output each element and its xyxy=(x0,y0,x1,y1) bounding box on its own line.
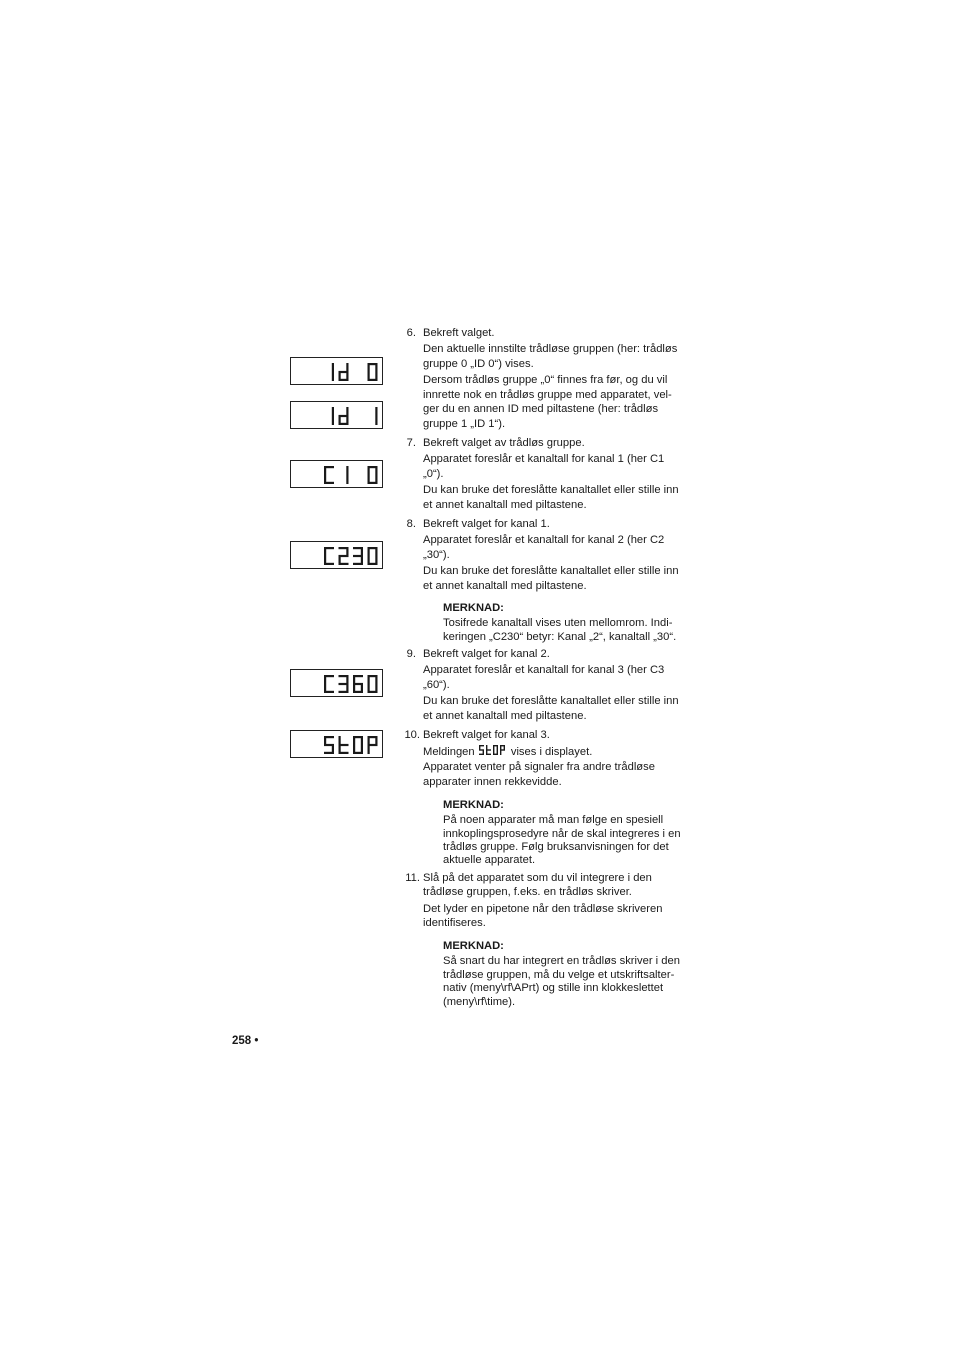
step-number: 7. xyxy=(406,437,416,449)
lcd-segment xyxy=(486,749,491,750)
lcd-display-stop xyxy=(290,730,383,758)
lcd-segment xyxy=(500,745,501,750)
lcd-segment xyxy=(339,416,341,425)
lcd-segment xyxy=(353,675,355,684)
lcd-segment xyxy=(353,555,363,557)
step-text: et annet kanaltall med piltastene. xyxy=(423,580,587,592)
lcd-segment xyxy=(324,475,326,484)
lcd-segment xyxy=(493,750,494,755)
lcd-segment xyxy=(500,750,501,755)
step-text: Apparatet foreslår et kanaltall for kanal 3 (her C3 xyxy=(423,664,665,676)
step-text: et annet kanaltall med piltastene. xyxy=(423,499,587,511)
lcd-segment xyxy=(368,675,370,684)
step-text: Apparatet foreslår et kanaltall for kanal 1 (her C1 xyxy=(423,453,665,465)
lcd-segment xyxy=(324,744,334,746)
lcd-segment xyxy=(339,415,349,417)
step-text: „0“). xyxy=(423,468,444,480)
lcd-segment xyxy=(324,752,334,754)
lcd-segment xyxy=(368,372,370,381)
step-text: et annet kanaltall med piltastene. xyxy=(423,710,587,722)
note-text: Tosifrede kanaltall vises uten mellomrom. Indi- xyxy=(443,617,673,629)
lcd-segment xyxy=(375,736,377,745)
lcd-segment xyxy=(339,745,341,754)
lcd-segment xyxy=(339,691,349,693)
lcd-segment xyxy=(375,466,377,475)
lcd-segment xyxy=(353,563,363,565)
lcd-segment xyxy=(324,684,326,693)
lcd-segment xyxy=(339,683,349,685)
lcd-segment xyxy=(339,556,341,565)
note-text: nativ (meny\rf\APrt) og stille inn klokkeslettet xyxy=(443,982,664,994)
lcd-svg xyxy=(291,461,384,489)
lcd-segment xyxy=(361,736,363,745)
lcd-segment xyxy=(324,547,326,556)
lcd-segment xyxy=(368,363,370,372)
step-number: 8. xyxy=(406,518,416,530)
lcd-svg xyxy=(291,731,384,759)
lcd-segment xyxy=(346,363,348,372)
lcd-segment xyxy=(375,363,377,372)
lcd-segment xyxy=(324,736,326,745)
step-text: gruppe 0 „ID 0“) vises. xyxy=(423,358,534,370)
note-heading: MERKNAD: xyxy=(443,799,504,811)
step-text: ger du en annen ID med piltastene (her: trådløs xyxy=(423,403,659,415)
lcd-segment xyxy=(339,736,341,745)
note-text: Så snart du har integrert en trådløs skriver i den xyxy=(443,955,680,967)
step-text: Apparatet foreslår et kanaltall for kanal 2 (her C2 xyxy=(423,534,665,546)
lcd-segment xyxy=(339,371,349,373)
note-text: trådløs gruppe. Følg bruksanvisningen for det xyxy=(443,841,669,853)
lcd-display-id1 xyxy=(290,401,383,429)
lcd-segment xyxy=(503,745,504,750)
lcd-segment xyxy=(324,675,326,684)
step-message-line xyxy=(423,744,592,760)
inline-stop-display xyxy=(478,744,508,757)
lcd-svg xyxy=(291,670,384,698)
step-text: Du kan bruke det foreslåtte kanaltallet eller stille inn xyxy=(423,565,679,577)
note-text: (meny\rf\time). xyxy=(443,996,516,1008)
lcd-segment xyxy=(375,407,377,425)
step-number: 6. xyxy=(406,327,416,339)
lcd-segment xyxy=(332,407,334,425)
lcd-segment xyxy=(353,736,355,745)
lcd-svg xyxy=(291,402,384,430)
step-text: innrette nok en trådløs gruppe med apparatet, vel- xyxy=(423,389,672,401)
lcd-svg xyxy=(291,542,384,570)
lcd-segment xyxy=(339,744,349,746)
lcd-segment xyxy=(353,683,363,685)
lcd-segment xyxy=(324,556,326,565)
lcd-segment xyxy=(346,675,348,684)
lcd-segment xyxy=(368,745,370,754)
lcd-display-c360 xyxy=(290,669,383,697)
lcd-segment xyxy=(479,754,484,755)
lcd-svg xyxy=(291,358,384,386)
step-text: Du kan bruke det foreslåtte kanaltallet eller stille inn xyxy=(423,695,679,707)
lcd-segment xyxy=(324,466,326,475)
lcd-segment xyxy=(346,547,348,556)
step-text: Meldingen xyxy=(423,746,475,758)
lcd-segment xyxy=(368,556,370,565)
lcd-segment xyxy=(346,407,348,416)
step-text: „60“). xyxy=(423,679,450,691)
note-text: trådløse gruppen, må du velge et utskriftsalter- xyxy=(443,969,675,981)
lcd-segment xyxy=(368,547,370,556)
note-text: aktuelle apparatet. xyxy=(443,854,536,866)
lcd-segment xyxy=(353,684,355,693)
step-number: 9. xyxy=(406,648,416,660)
lcd-segment xyxy=(486,745,487,750)
step-text: Du kan bruke det foreslåtte kanaltallet eller stille inn xyxy=(423,484,679,496)
note-heading: MERKNAD: xyxy=(443,602,504,614)
step-text: gruppe 1 „ID 1“). xyxy=(423,418,506,430)
step-title: Bekreft valget for kanal 1. xyxy=(423,518,550,530)
step-text: vises i displayet. xyxy=(510,746,593,758)
lcd-segment xyxy=(500,749,505,750)
lcd-segment xyxy=(375,675,377,684)
step-title: Bekreft valget av trådløs gruppe. xyxy=(423,437,585,449)
lcd-segment xyxy=(479,749,484,750)
lcd-segment xyxy=(361,547,363,556)
lcd-segment xyxy=(496,745,497,750)
step-title: trådløse gruppen, f.eks. en trådløs skriver. xyxy=(423,886,632,898)
lcd-segment xyxy=(339,555,349,557)
step-text: apparater innen rekkevidde. xyxy=(423,776,562,788)
note-heading: MERKNAD: xyxy=(443,940,504,952)
lcd-segment xyxy=(493,745,494,750)
lcd-segment xyxy=(339,372,341,381)
step-text: identifiseres. xyxy=(423,917,486,929)
step-text: Den aktuelle innstilte trådløse gruppen (her: trådløs xyxy=(423,343,678,355)
lcd-segment xyxy=(353,745,355,754)
lcd-display-c10 xyxy=(290,460,383,488)
step-title: Bekreft valget for kanal 3. xyxy=(423,729,550,741)
lcd-display-c230 xyxy=(290,541,383,569)
step-title: Slå på det apparatet som du vil integrere i den xyxy=(423,872,652,884)
step-text: Apparatet venter på signaler fra andre trådløse xyxy=(423,761,655,773)
lcd-segment xyxy=(368,466,370,475)
lcd-segment xyxy=(368,684,370,693)
lcd-display-id0 xyxy=(290,357,383,385)
step-number: 10. xyxy=(404,729,420,741)
step-text: Dersom trådløs gruppe „0“ finnes fra før, og du vil xyxy=(423,374,668,386)
step-text: „30“). xyxy=(423,549,450,561)
lcd-segment xyxy=(332,363,334,381)
note-text: På noen apparater må man følge en spesiell xyxy=(443,814,664,826)
lcd-segment xyxy=(346,466,348,484)
lcd-segment xyxy=(375,547,377,556)
lcd-segment xyxy=(479,745,480,750)
lcd-segment xyxy=(368,736,370,745)
note-text: keringen „C230“ betyr: Kanal „2“, kanaltall „30“. xyxy=(443,631,677,643)
lcd-segment xyxy=(486,750,487,755)
note-text: innkoplingsprosedyre når de skal integreres i en xyxy=(443,828,681,840)
lcd-segment xyxy=(368,744,378,746)
step-number: 11. xyxy=(405,872,420,884)
step-text: Det lyder en pipetone når den trådløse skriveren xyxy=(423,903,663,915)
page-number: 258 • xyxy=(232,1035,259,1047)
step-title: Bekreft valget. xyxy=(423,327,495,339)
step-title: Bekreft valget for kanal 2. xyxy=(423,648,550,660)
lcd-segment xyxy=(368,475,370,484)
